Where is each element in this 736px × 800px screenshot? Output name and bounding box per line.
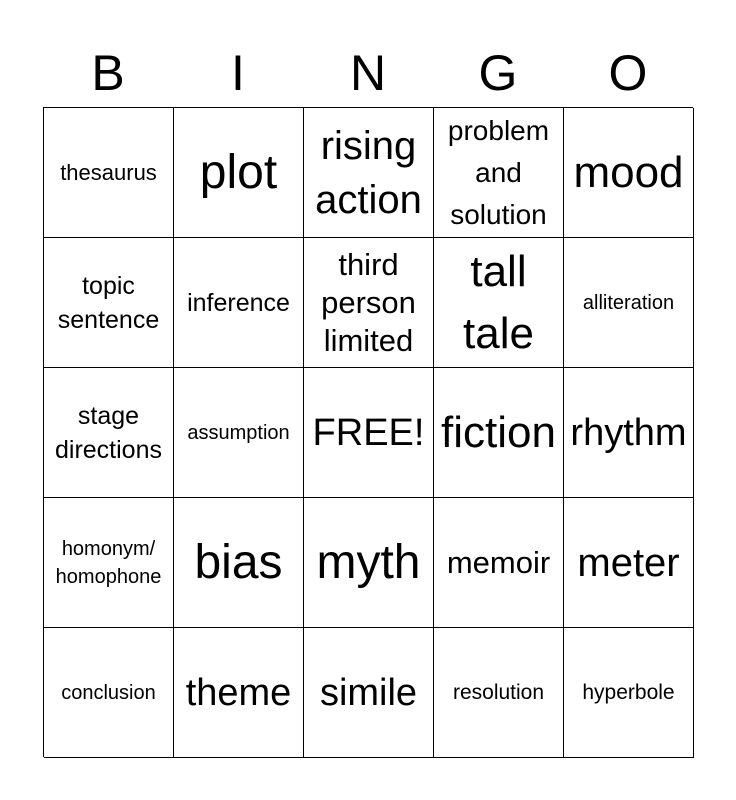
cell-label: assumption [187, 421, 290, 444]
bingo-cell-r3-c3[interactable] [434, 498, 564, 628]
bingo-cell-r2-c4[interactable] [564, 368, 694, 498]
bingo-cell-r4-c2[interactable] [304, 628, 434, 758]
cell-label: stage directions [55, 401, 162, 464]
cell-label: fiction [441, 407, 556, 457]
bingo-cell-r2-c1[interactable] [174, 368, 304, 498]
cell-label: inference [187, 288, 290, 317]
bingo-cell-r1-c4[interactable] [564, 238, 694, 368]
bingo-cell-r3-c2[interactable] [304, 498, 434, 628]
bingo-cell-r0-c1[interactable] [174, 108, 304, 238]
cell-label: conclusion [61, 681, 156, 704]
cell-label: memoir [446, 544, 551, 580]
bingo-cell-r0-c2[interactable] [304, 108, 434, 238]
cell-label: theme [185, 671, 292, 714]
cell-label: alliteration [582, 291, 675, 314]
bingo-cell-r4-c3[interactable] [434, 628, 564, 758]
cell-label: thesaurus [60, 159, 157, 185]
bingo-cell-r3-c4[interactable] [564, 498, 694, 628]
cell-label: problem and solution [447, 114, 550, 230]
cell-label: rhythm [570, 411, 687, 454]
header-letter-n: N [349, 45, 387, 101]
cell-label: bias [194, 535, 283, 589]
header-letter-o: O [608, 45, 648, 101]
cell-label: third person limited [321, 246, 416, 358]
header-letter-b: B [91, 45, 125, 101]
bingo-cell-r2-c2[interactable] [304, 368, 434, 498]
bingo-cell-r1-c0[interactable] [44, 238, 174, 368]
bingo-card-grid [43, 107, 693, 757]
header-letter-g: G [478, 45, 518, 101]
cell-label: resolution [452, 680, 545, 704]
bingo-cell-r2-c3[interactable] [434, 368, 564, 498]
cell-label: FREE! [312, 411, 425, 454]
cell-label: rising action [315, 123, 422, 222]
bingo-cell-r4-c0[interactable] [44, 628, 174, 758]
bingo-cell-r4-c4[interactable] [564, 628, 694, 758]
cell-label: simile [319, 671, 418, 714]
cell-label: topic sentence [57, 271, 160, 334]
cell-label: tall tale [463, 246, 534, 358]
bingo-cell-r2-c0[interactable] [44, 368, 174, 498]
cell-label: myth [316, 535, 421, 589]
bingo-cell-r3-c1[interactable] [174, 498, 304, 628]
cell-label: mood [573, 147, 684, 197]
bingo-cell-r1-c1[interactable] [174, 238, 304, 368]
bingo-cell-r1-c3[interactable] [434, 238, 564, 368]
bingo-header [43, 40, 693, 106]
cell-label: plot [199, 145, 278, 199]
bingo-cell-r0-c4[interactable] [564, 108, 694, 238]
bingo-cell-r0-c0[interactable] [44, 108, 174, 238]
cell-label: homonym/ homophone [55, 537, 162, 588]
bingo-cell-r1-c2[interactable] [304, 238, 434, 368]
bingo-cell-r4-c1[interactable] [174, 628, 304, 758]
cell-label: meter [577, 540, 680, 585]
header-letter-i: I [231, 45, 245, 101]
bingo-cell-r0-c3[interactable] [434, 108, 564, 238]
cell-label: hyperbole [582, 680, 675, 704]
bingo-cell-r3-c0[interactable] [44, 498, 174, 628]
